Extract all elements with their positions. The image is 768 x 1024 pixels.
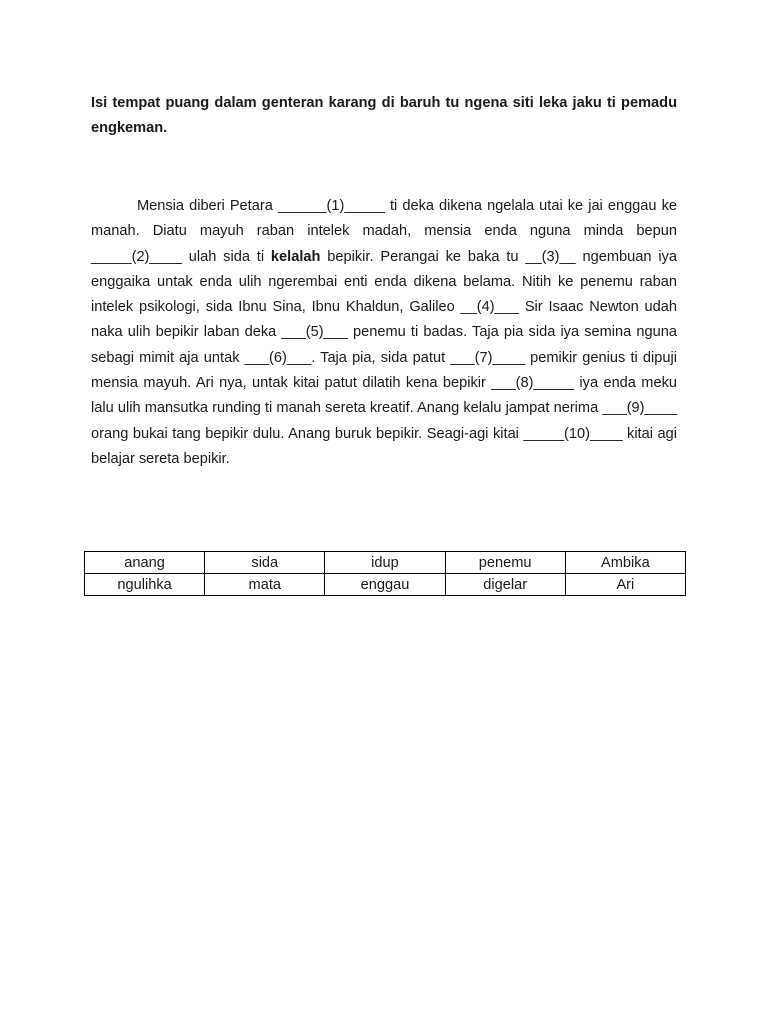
word-bank-cell: enggau [325, 574, 445, 596]
instruction-text: Isi tempat puang dalam genteran karang di baruh tu ngena siti leka jaku ti pemadu engkeman. [91, 95, 677, 136]
word-bank-cell: Ambika [565, 552, 685, 574]
passage-part-2: bepikir. Perangai ke baka tu __(3)__ ngembuan iya enggaika untak enda ulih ngerembai enti enda dikena belama. Nitih ke penemu raban intelek psikologi, sida Ibnu Sina, Ibnu Khaldun, Galileo __(4)___ Sir Isaac Newton udah naka ulih bepikir laban deka ___(5)___ penemu ti badas. Taja pia sida iya semina nguna sebagi mimit aja untak ___(6)___. Taja pia, sida patut ___(7)____ pemikir genius ti dipuji mensia mayuh. Ari nya, untak kitai patut dilatih kena bepikir ___(8)_____ iya enda meku lalu ulih mansutka runding ti manah sereta kreatif. Anang kelalu jampat nerima ___(9)____ orang bukai tang bepikir dulu. Anang buruk bepikir. Seagi-agi kitai _____(10)____ kitai agi belajar sereta bepikir. [91, 248, 677, 467]
word-bank-table [84, 551, 686, 596]
word-bank-row [85, 574, 686, 596]
word-bank-cell: mata [205, 574, 325, 596]
word-bank-cell: idup [325, 552, 445, 574]
word-bank-cell: digelar [445, 574, 565, 596]
word-bank-cell: sida [205, 552, 325, 574]
word-bank-cell: Ari [565, 574, 685, 596]
word-bank-cell: anang [85, 552, 205, 574]
passage-bold-word: kelalah [270, 248, 321, 265]
word-bank-cell: penemu [445, 552, 565, 574]
passage-part-1: Mensia diberi Petara ______(1)_____ ti deka dikena ngelala utai ke jai enggau ke manah. Diatu mayuh raban intelek madah, mensia enda nguna minda bepun _____(2)____ ulah sida ti [91, 198, 677, 265]
cloze-passage [91, 194, 677, 472]
word-bank-row [85, 552, 686, 574]
word-bank-cell: ngulihka [85, 574, 205, 596]
